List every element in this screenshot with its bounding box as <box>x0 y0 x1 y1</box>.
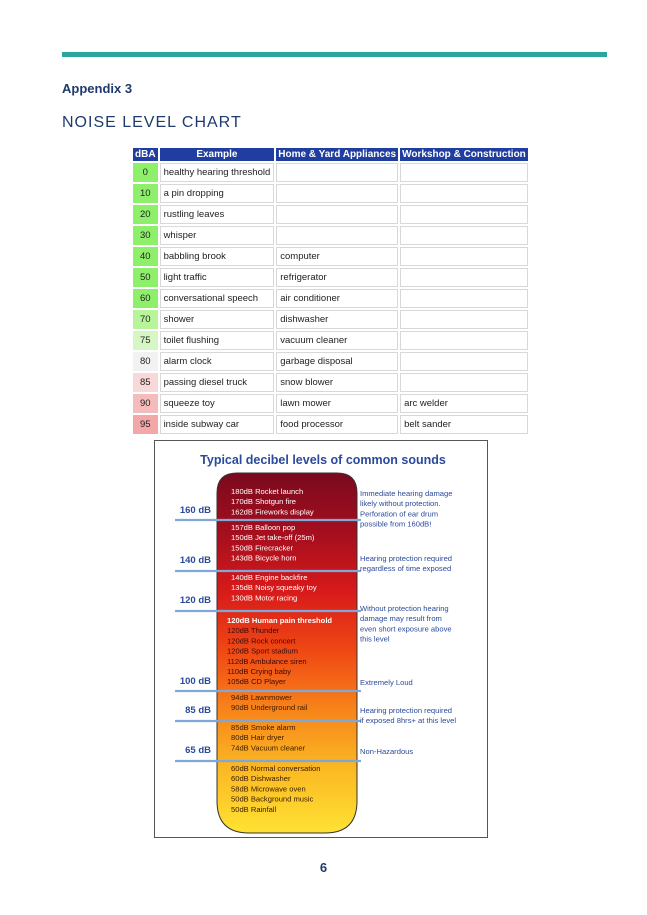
table-row <box>133 184 528 203</box>
level-label: 140 dB <box>179 555 211 566</box>
sound-entry: 130dB Motor racing <box>231 593 298 603</box>
sound-entry: 170dB Shotgun fire <box>231 497 297 507</box>
sound-entry: 180dB Rocket launch <box>231 487 304 496</box>
level-label: 160 dB <box>179 505 211 516</box>
example-cell: toilet flushing <box>160 331 275 350</box>
sound-entry: 50dB Rainfall <box>231 804 277 814</box>
dba-cell: 60 <box>133 289 158 308</box>
sound-entry: 150dB Jet take-off (25m) <box>231 533 315 543</box>
decibel-levels-graphic <box>154 440 488 838</box>
home-yard-cell: food processor <box>276 415 398 434</box>
table-row <box>133 205 528 224</box>
sound-entry: 120dB Sport stadium <box>227 646 298 656</box>
home-yard-cell <box>276 226 398 245</box>
example-cell: healthy hearing threshold <box>160 163 275 182</box>
dba-cell: 90 <box>133 394 158 413</box>
sound-entry: 112dB Ambulance siren <box>227 656 307 666</box>
header-home-yard: Home & Yard Appliances <box>278 149 397 160</box>
workshop-cell <box>400 205 528 224</box>
sound-entry: 80dB Hair dryer <box>231 733 285 743</box>
sound-entry: 60dB Dishwasher <box>231 774 291 784</box>
dba-cell: 75 <box>133 331 158 350</box>
sound-entry: 110dB Crying baby <box>227 667 292 676</box>
home-yard-cell: vacuum cleaner <box>276 331 398 350</box>
sound-entry: 143dB Bicycle horn <box>231 553 297 563</box>
sound-entry: 58dB Microwave oven <box>231 784 306 794</box>
hazard-note: possible from 160dB! <box>360 519 432 529</box>
workshop-cell <box>400 247 528 266</box>
example-cell: a pin dropping <box>160 184 275 203</box>
hazard-note: Hearing protection required <box>360 554 453 563</box>
sound-entry: 150dB Firecracker <box>231 543 294 553</box>
workshop-cell <box>400 184 528 203</box>
table-header-row <box>133 148 528 161</box>
example-cell: babbling brook <box>160 247 275 266</box>
hazard-note: Immediate hearing damage <box>360 489 453 498</box>
example-cell: conversational speech <box>160 289 275 308</box>
home-yard-cell: refrigerator <box>276 268 398 287</box>
home-yard-cell <box>276 184 398 203</box>
table-row <box>133 373 528 392</box>
example-cell: alarm clock <box>160 352 275 371</box>
example-cell: whisper <box>160 226 275 245</box>
workshop-cell <box>400 226 528 245</box>
hazard-note: Non-Hazardous <box>360 747 414 756</box>
home-yard-cell <box>276 163 398 182</box>
header-dba: dBA <box>135 149 156 160</box>
example-cell: squeeze toy <box>160 394 275 413</box>
workshop-cell <box>400 352 528 371</box>
level-label: 120 dB <box>179 595 211 606</box>
home-yard-cell: snow blower <box>276 373 398 392</box>
sound-entry: 120dB Human pain threshold <box>227 616 333 625</box>
header-rule <box>62 52 607 57</box>
hazard-note: Hearing protection required <box>360 706 453 715</box>
level-label: 100 dB <box>179 676 211 687</box>
table-row <box>133 268 528 287</box>
sound-entry: 162dB Fireworks display <box>231 507 314 517</box>
dba-cell: 20 <box>133 205 158 224</box>
sound-entry: 60dB Normal conversation <box>231 764 321 773</box>
hazard-note: damage may result from <box>360 614 442 624</box>
sound-entry: 85dB Smoke alarm <box>231 723 296 732</box>
table-row <box>133 226 528 245</box>
header-example: Example <box>160 148 275 161</box>
workshop-cell <box>400 289 528 308</box>
example-cell: light traffic <box>160 268 275 287</box>
workshop-cell <box>400 310 528 329</box>
dba-cell: 95 <box>133 415 158 434</box>
workshop-cell: belt sander <box>400 415 528 434</box>
hazard-note: even short exposure above <box>360 624 452 634</box>
level-label: 65 dB <box>185 745 211 756</box>
dba-cell: 70 <box>133 310 158 329</box>
sound-entry: 140dB Engine backfire <box>231 573 308 582</box>
header-workshop: Workshop & Construction <box>402 149 526 160</box>
dba-cell: 50 <box>133 268 158 287</box>
sound-entry: 74dB Vacuum cleaner <box>231 743 306 753</box>
hazard-note: Perforation of ear drum <box>360 509 439 519</box>
dba-cell: 30 <box>133 226 158 245</box>
table-row <box>133 310 528 329</box>
workshop-cell: arc welder <box>400 394 528 413</box>
sound-entry: 50dB Background music <box>231 794 314 804</box>
page-title: NOISE LEVEL CHART <box>62 114 242 131</box>
example-cell: rustling leaves <box>160 205 275 224</box>
hazard-note: this level <box>360 634 390 644</box>
noise-level-table <box>131 146 530 436</box>
table-row <box>133 163 528 182</box>
workshop-cell <box>400 163 528 182</box>
sound-entry: 90dB Underground rail <box>231 703 308 713</box>
dba-cell: 0 <box>133 163 158 182</box>
sound-entry: 105dB CD Player <box>227 677 286 687</box>
workshop-cell <box>400 331 528 350</box>
table-row <box>133 289 528 308</box>
sound-entry: 94dB Lawnmower <box>231 693 292 702</box>
decibel-levels-svg <box>155 441 487 837</box>
dba-cell: 40 <box>133 247 158 266</box>
home-yard-cell: air conditioner <box>276 289 398 308</box>
table-row <box>133 394 528 413</box>
table-row <box>133 415 528 434</box>
table-row <box>133 352 528 371</box>
sound-entry: 157dB Balloon pop <box>231 523 296 532</box>
sound-entry: 135dB Noisy squeaky toy <box>231 583 317 593</box>
hazard-note: regardless of time exposed <box>360 564 452 574</box>
table-row <box>133 331 528 350</box>
hazard-note: Extremely Loud <box>360 678 413 687</box>
table-row <box>133 247 528 266</box>
dba-cell: 85 <box>133 373 158 392</box>
hazard-note: if exposed 8hrs+ at this level <box>360 716 457 726</box>
hazard-note: Without protection hearing <box>360 604 449 613</box>
sound-entry: 120dB Thunder <box>227 626 280 636</box>
example-cell: shower <box>160 310 275 329</box>
hazard-note: likely without protection. <box>360 499 441 509</box>
workshop-cell <box>400 268 528 287</box>
example-cell: inside subway car <box>160 415 275 434</box>
graphic-title: Typical decibel levels of common sounds <box>200 453 446 467</box>
dba-cell: 80 <box>133 352 158 371</box>
home-yard-cell: garbage disposal <box>276 352 398 371</box>
home-yard-cell: lawn mower <box>276 394 398 413</box>
dba-cell: 10 <box>133 184 158 203</box>
home-yard-cell: computer <box>276 247 398 266</box>
example-cell: passing diesel truck <box>160 373 275 392</box>
level-label: 85 dB <box>185 705 211 716</box>
sound-entry: 120dB Rock concert <box>227 636 296 646</box>
workshop-cell <box>400 373 528 392</box>
page-number: 6 <box>319 860 328 875</box>
home-yard-cell <box>276 205 398 224</box>
appendix-label: Appendix 3 <box>62 81 133 96</box>
home-yard-cell: dishwasher <box>276 310 398 329</box>
